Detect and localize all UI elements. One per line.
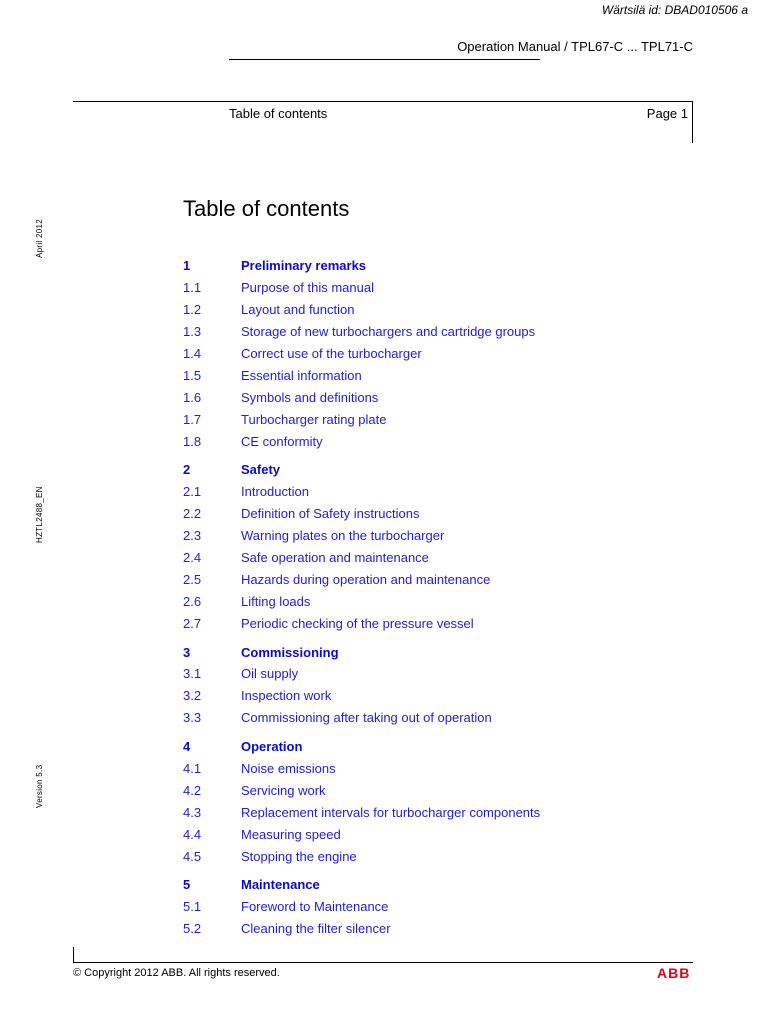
toc-section-title: Storage of new turbochargers and cartridge groups (241, 324, 536, 340)
toc-section-link[interactable] (183, 547, 683, 569)
toc-section-link[interactable] (183, 568, 683, 590)
footer-divider (73, 962, 693, 963)
toc-chapter-link[interactable] (183, 874, 683, 896)
header-rule (229, 59, 540, 60)
toc-section-title: Servicing work (241, 782, 326, 798)
toc-section-link[interactable] (183, 779, 683, 801)
manual-title: Operation Manual / TPL67-C ... TPL71-C (457, 39, 693, 54)
header-divider-vertical (692, 101, 693, 143)
side-date: April 2012 (35, 218, 44, 258)
toc-section-number: 4.5 (183, 848, 202, 864)
toc-section-number: 2.5 (183, 571, 202, 587)
toc-section-link[interactable] (183, 685, 683, 707)
toc-section-title: Noise emissions (241, 761, 336, 777)
toc-section-link[interactable] (183, 277, 683, 299)
toc-section-title: Periodic checking of the pressure vessel (241, 615, 474, 631)
toc-chapter-link[interactable] (183, 736, 683, 758)
page-number: Page 1 (646, 106, 688, 121)
toc-section-link[interactable] (183, 525, 683, 547)
toc-chapter-group (183, 459, 683, 634)
toc-chapter-title: Maintenance (241, 877, 320, 893)
toc-section-link[interactable] (183, 590, 683, 612)
toc-section-number: 1.2 (183, 302, 202, 318)
toc-section-link[interactable] (183, 801, 683, 823)
toc-section-link[interactable] (183, 430, 683, 452)
toc-section-link[interactable] (183, 663, 683, 685)
toc-section-link[interactable] (183, 299, 683, 321)
toc-section-number: 1.5 (183, 367, 202, 383)
toc-section-link[interactable] (183, 918, 683, 940)
toc-section-number: 5.2 (183, 921, 202, 937)
toc-section-title: Essential information (241, 367, 362, 383)
abb-logo: ABB (657, 965, 691, 981)
toc-section-number: 4.2 (183, 782, 202, 798)
toc-section-title: Layout and function (241, 302, 355, 318)
toc-chapter-title: Commissioning (241, 644, 339, 660)
toc-chapter-group (183, 255, 683, 452)
toc-section-title: Hazards during operation and maintenance (241, 571, 491, 587)
toc-section-number: 4.3 (183, 804, 202, 820)
toc-section-title: CE conformity (241, 433, 323, 449)
toc-section-link[interactable] (183, 896, 683, 918)
toc-section-number: 1.3 (183, 324, 202, 340)
toc-section-link[interactable] (183, 343, 683, 365)
toc-chapter-link[interactable] (183, 255, 683, 277)
toc-section-link[interactable] (183, 845, 683, 867)
toc-section-number: 2.6 (183, 593, 202, 609)
toc-section-number: 1.1 (183, 280, 202, 296)
toc-section-number: 2.3 (183, 528, 202, 544)
toc-chapter-link[interactable] (183, 641, 683, 663)
toc-section-number: 3.2 (183, 688, 202, 704)
section-label: Table of contents (229, 106, 328, 121)
toc-section-number: 2.1 (183, 484, 202, 500)
toc-section-title: Stopping the engine (241, 848, 357, 864)
toc-chapter-number: 5 (183, 877, 191, 893)
toc-chapter-title: Operation (241, 739, 303, 755)
toc-section-number: 2.4 (183, 550, 202, 566)
toc-section-number: 1.7 (183, 411, 202, 427)
toc-section-title: Definition of Safety instructions (241, 506, 420, 522)
header-divider (73, 101, 693, 102)
toc-section-title: Inspection work (241, 688, 332, 704)
toc-section-title: Measuring speed (241, 826, 341, 842)
toc-section-title: Introduction (241, 484, 309, 500)
toc-section-number: 1.4 (183, 346, 202, 361)
toc-section-number: 4.1 (183, 761, 202, 777)
toc-section-title: Commissioning after taking out of operation (241, 710, 492, 726)
toc-section-link[interactable] (183, 707, 683, 729)
toc-section-title: Cleaning the filter silencer (241, 921, 391, 937)
toc-section-title: Foreword to Maintenance (241, 899, 389, 915)
toc-section-number: 1.6 (183, 389, 202, 405)
toc-section-link[interactable] (183, 758, 683, 780)
toc-section-title: Warning plates on the turbocharger (241, 528, 445, 544)
toc-section-number: 3.3 (183, 710, 202, 726)
toc-section-link[interactable] (183, 408, 683, 430)
toc-section-link[interactable] (183, 612, 683, 634)
toc-section-title: Lifting loads (241, 593, 311, 609)
toc-section-title: Turbocharger rating plate (241, 411, 387, 427)
footer-divider-vertical (73, 947, 74, 963)
toc-section-title: Replacement intervals for turbocharger components (241, 804, 541, 820)
toc-section-link[interactable] (183, 503, 683, 525)
toc-chapter-number: 3 (183, 644, 191, 660)
toc-chapter-title: Safety (241, 462, 281, 478)
toc-chapter-group (183, 641, 683, 729)
side-version: Version 5.3 (35, 764, 44, 808)
copyright-notice: © Copyright 2012 ABB. All rights reserved. (73, 967, 280, 979)
toc-section-link[interactable] (183, 386, 683, 408)
toc-section-title: Symbols and definitions (241, 389, 379, 405)
toc-section-link[interactable] (183, 364, 683, 386)
toc-section-link[interactable] (183, 823, 683, 845)
toc-chapter-title: Preliminary remarks (241, 258, 367, 274)
toc-chapter-group (183, 874, 683, 940)
toc-section-number: 1.8 (183, 433, 202, 449)
document-id: Wärtsilä id: DBAD010506 a (601, 3, 748, 17)
toc-chapter-link[interactable] (183, 459, 683, 481)
toc-section-link[interactable] (183, 321, 683, 343)
toc-section-number: 2.2 (183, 506, 202, 522)
toc-section-title: Oil supply (241, 666, 299, 682)
toc-section-title: Safe operation and maintenance (241, 550, 429, 566)
toc-section-number: 4.4 (183, 826, 202, 842)
table-of-contents (183, 255, 683, 947)
toc-chapter-number: 2 (183, 462, 191, 478)
toc-section-title: Correct use of the turbocharger (241, 346, 422, 361)
toc-section-link[interactable] (183, 481, 683, 503)
toc-chapter-number: 4 (183, 739, 191, 755)
toc-section-title: Purpose of this manual (241, 280, 374, 296)
toc-section-number: 3.1 (183, 666, 202, 682)
toc-section-number: 5.1 (183, 899, 202, 915)
toc-heading: Table of contents (183, 196, 350, 221)
toc-chapter-number: 1 (183, 258, 191, 274)
toc-section-number: 2.7 (183, 615, 202, 631)
toc-chapter-group (183, 736, 683, 867)
side-document-code: HZTL2488_EN (35, 486, 44, 543)
